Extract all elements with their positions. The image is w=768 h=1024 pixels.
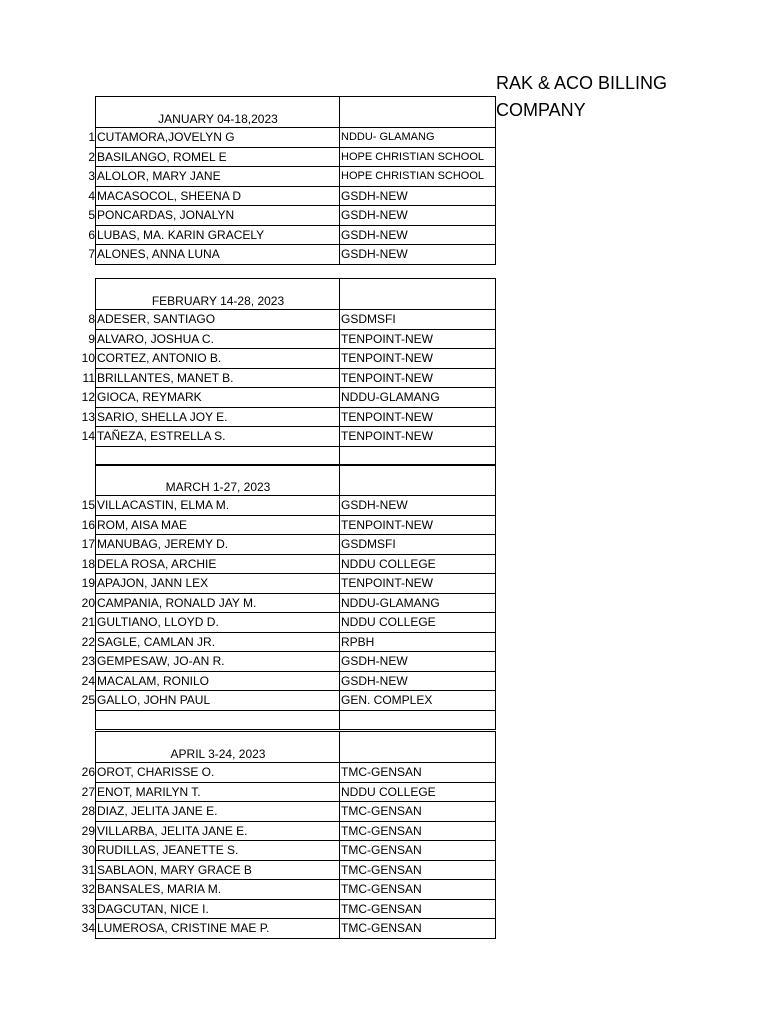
table-row	[0, 226, 768, 246]
institution-cell: GSDMSFI	[339, 310, 496, 330]
person-name-cell: BRILLANTES, MANET B.	[95, 369, 339, 389]
table-row	[0, 652, 768, 672]
institution-cell: TMC-GENSAN	[339, 802, 496, 822]
institution-cell: NDDU COLLEGE	[339, 613, 496, 633]
person-name-cell: VILLACASTIN, ELMA M.	[95, 496, 339, 516]
institution-cell: TENPOINT-NEW	[339, 408, 496, 428]
row-number: 5	[88, 208, 95, 222]
row-number: 32	[81, 882, 95, 896]
table-row	[0, 919, 768, 939]
person-name-cell: BANSALES, MARIA M.	[95, 880, 339, 900]
table-row	[0, 408, 768, 428]
institution-cell: HOPE CHRISTIAN SCHOOL	[339, 148, 496, 168]
table-row	[0, 691, 768, 711]
table-row	[0, 330, 768, 350]
table-row	[0, 555, 768, 575]
header-empty-cell	[339, 731, 496, 763]
institution-cell: NDDU COLLEGE	[339, 783, 496, 803]
table-row	[0, 128, 768, 148]
person-name-cell: LUBAS, MA. KARIN GRACELY	[95, 226, 339, 246]
institution-cell: TMC-GENSAN	[339, 841, 496, 861]
table-row	[0, 802, 768, 822]
section-heading: APRIL 3-24, 2023	[95, 731, 339, 763]
person-name-cell: DIAZ, JELITA JANE E.	[95, 802, 339, 822]
section-table	[0, 278, 768, 466]
institution-cell: HOPE CHRISTIAN SCHOOL	[339, 167, 496, 187]
person-name-cell: ENOT, MARILYN T.	[95, 783, 339, 803]
table-row	[0, 167, 768, 187]
person-name-cell: GEMPESAW, JO-AN R.	[95, 652, 339, 672]
table-row	[0, 841, 768, 861]
table-row	[0, 245, 768, 265]
person-name-cell: PONCARDAS, JONALYN	[95, 206, 339, 226]
table-row	[0, 672, 768, 692]
person-name-cell: GALLO, JOHN PAUL	[95, 691, 339, 711]
row-number: 11	[82, 370, 95, 385]
institution-cell: GSDH-NEW	[339, 652, 496, 672]
row-number	[70, 711, 95, 731]
person-name-cell: DELA ROSA, ARCHIE	[95, 555, 339, 575]
table-row	[0, 861, 768, 881]
company-name-line1: RAK & ACO BILLING	[496, 73, 668, 93]
row-number: 14	[81, 429, 95, 443]
person-name-cell: MACALAM, RONILO	[95, 672, 339, 692]
person-name-cell: CUTAMORA,JOVELYN G	[95, 128, 339, 148]
table-row	[0, 148, 768, 168]
row-number: 21	[81, 615, 95, 629]
row-number: 26	[81, 765, 95, 779]
row-number: 30	[81, 843, 95, 857]
row-number: 7	[88, 247, 95, 261]
table-row	[0, 763, 768, 783]
table-row	[0, 880, 768, 900]
row-number: 17	[81, 537, 95, 551]
row-number: 28	[81, 804, 95, 818]
institution-cell: NDDU-GLAMANG	[339, 594, 496, 614]
person-name-cell: APAJON, JANN LEX	[95, 574, 339, 594]
institution-cell: TENPOINT-NEW	[339, 349, 496, 369]
institution-cell: GSDH-NEW	[339, 226, 496, 246]
row-number: 18	[81, 556, 95, 571]
company-name-line2: COMPANY	[496, 100, 586, 120]
person-name-cell: VILLARBA, JELITA JANE E.	[95, 822, 339, 842]
institution-cell: GSDH-NEW	[339, 206, 496, 226]
table-row	[0, 711, 768, 731]
row-number: 19	[81, 576, 95, 590]
section-heading: FEBRUARY 14-28, 2023	[95, 278, 339, 310]
person-name-cell	[95, 711, 339, 731]
table-row	[0, 822, 768, 842]
institution-cell: TENPOINT-NEW	[339, 330, 496, 350]
row-number: 34	[81, 921, 95, 935]
section-heading: MARCH 1-27, 2023	[95, 464, 339, 496]
institution-cell: TENPOINT-NEW	[339, 427, 496, 447]
person-name-cell: MANUBAG, JEREMY D.	[95, 535, 339, 555]
person-name-cell: RUDILLAS, JEANETTE S.	[95, 841, 339, 861]
institution-cell: NDDU COLLEGE	[339, 555, 496, 575]
row-number: 6	[88, 227, 95, 242]
institution-cell: GSDH-NEW	[339, 496, 496, 516]
row-number: 31	[81, 862, 95, 877]
header-empty-cell	[339, 464, 496, 496]
row-number: 20	[81, 595, 95, 610]
person-name-cell: TAÑEZA, ESTRELLA S.	[95, 427, 339, 447]
person-name-cell: DAGCUTAN, NICE I.	[95, 900, 339, 920]
person-name-cell: LUMEROSA, CRISTINE MAE P.	[95, 919, 339, 939]
row-number: 25	[81, 693, 95, 707]
table-row	[0, 613, 768, 633]
section-header-row	[0, 731, 768, 763]
person-name-cell: SARIO, SHELLA JOY E.	[95, 408, 339, 428]
table-row	[0, 349, 768, 369]
institution-cell: TMC-GENSAN	[339, 880, 496, 900]
table-row	[0, 574, 768, 594]
row-number: 12	[81, 390, 95, 404]
section-table	[0, 464, 768, 730]
person-name-cell: ALONES, ANNA LUNA	[95, 245, 339, 265]
institution-cell: TMC-GENSAN	[339, 919, 496, 939]
section-header-row	[0, 464, 768, 496]
table-row	[0, 496, 768, 516]
row-number: 16	[81, 517, 95, 532]
table-row	[0, 594, 768, 614]
table-row	[0, 633, 768, 653]
table-row	[0, 310, 768, 330]
institution-cell: TENPOINT-NEW	[339, 369, 496, 389]
institution-cell: TENPOINT-NEW	[339, 574, 496, 594]
institution-cell	[339, 711, 496, 731]
person-name-cell: SAGLE, CAMLAN JR.	[95, 633, 339, 653]
institution-cell: RPBH	[339, 633, 496, 653]
person-name-cell: MACASOCOL, SHEENA D	[95, 187, 339, 207]
institution-cell: NDDU-GLAMANG	[339, 388, 496, 408]
institution-cell: GSDH-NEW	[339, 672, 496, 692]
person-name-cell: GULTIANO, LLOYD D.	[95, 613, 339, 633]
row-number: 23	[81, 654, 95, 668]
row-number: 24	[81, 673, 95, 688]
institution-cell: TMC-GENSAN	[339, 861, 496, 881]
person-name-cell: ALVARO, JOSHUA C.	[95, 330, 339, 350]
table-row	[0, 187, 768, 207]
row-number: 13	[81, 409, 95, 424]
row-number: 2	[88, 149, 95, 164]
section-table	[0, 731, 768, 939]
table-row	[0, 388, 768, 408]
row-number: 9	[88, 331, 95, 346]
institution-cell: NDDU- GLAMANG	[339, 128, 496, 148]
person-name-cell: SABLAON, MARY GRACE B	[95, 861, 339, 881]
row-number: 33	[81, 901, 95, 916]
row-number: 4	[88, 188, 95, 203]
header-empty-cell	[339, 278, 496, 310]
section-table	[0, 96, 768, 265]
section-header-row	[0, 96, 768, 128]
row-number: 29	[81, 823, 95, 838]
person-name-cell: CAMPANIA, RONALD JAY M.	[95, 594, 339, 614]
table-row	[0, 535, 768, 555]
row-number: 3	[88, 169, 95, 183]
person-name-cell: ALOLOR, MARY JANE	[95, 167, 339, 187]
section-header-row	[0, 278, 768, 310]
person-name-cell: GIOCA, REYMARK	[95, 388, 339, 408]
institution-cell: TMC-GENSAN	[339, 900, 496, 920]
table-row	[0, 783, 768, 803]
person-name-cell: OROT, CHARISSE O.	[95, 763, 339, 783]
table-row	[0, 206, 768, 226]
person-name-cell: ADESER, SANTIAGO	[95, 310, 339, 330]
table-row	[0, 900, 768, 920]
table-row	[0, 427, 768, 447]
row-number: 8	[88, 312, 95, 326]
row-number: 1	[88, 130, 95, 144]
table-row	[0, 369, 768, 389]
institution-cell: GSDH-NEW	[339, 187, 496, 207]
person-name-cell: BASILANGO, ROMEL E	[95, 148, 339, 168]
institution-cell: TMC-GENSAN	[339, 763, 496, 783]
table-row	[0, 516, 768, 536]
institution-cell: TMC-GENSAN	[339, 822, 496, 842]
institution-cell: TENPOINT-NEW	[339, 516, 496, 536]
institution-cell: GSDMSFI	[339, 535, 496, 555]
person-name-cell: CORTEZ, ANTONIO B.	[95, 349, 339, 369]
person-name-cell: ROM, AISA MAE	[95, 516, 339, 536]
header-empty-cell	[339, 96, 496, 128]
row-number: 15	[81, 498, 95, 512]
row-number: 10	[81, 351, 95, 365]
row-number: 22	[81, 634, 95, 649]
section-heading: JANUARY 04-18,2023	[95, 96, 339, 128]
row-number: 27	[81, 784, 95, 799]
institution-cell: GEN. COMPLEX	[339, 691, 496, 711]
institution-cell: GSDH-NEW	[339, 245, 496, 265]
